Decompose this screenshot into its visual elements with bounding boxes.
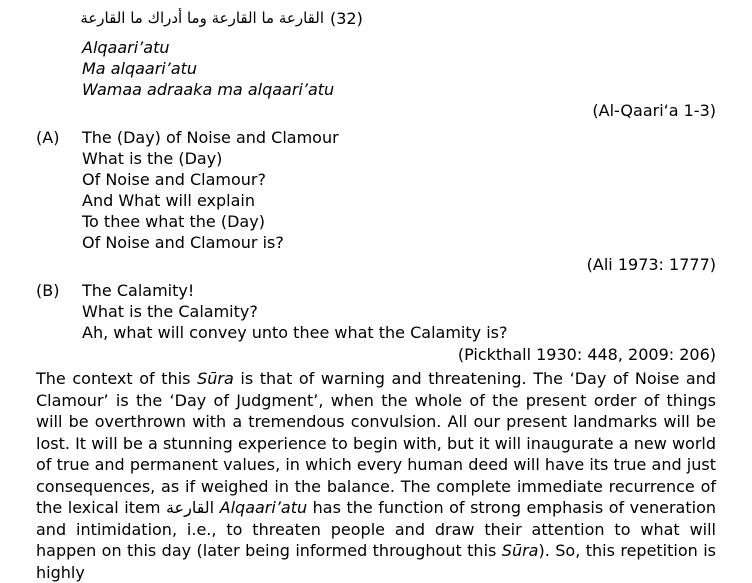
translation-b-line: What is the Calamity? — [82, 302, 258, 321]
source-citation: (Al-Qaari‘a 1-3) — [592, 101, 716, 120]
body-paragraph — [36, 368, 716, 583]
translation-a-line: To thee what the (Day) — [82, 212, 265, 231]
translation-a-line: And What will explain — [82, 191, 255, 210]
transliterated-term: Alqaari’atu — [219, 498, 308, 517]
translation-a-line: What is the (Day) — [82, 149, 223, 168]
transliteration-line: Wamaa adraaka ma alqaari’atu — [82, 80, 335, 99]
paragraph-text: The context of this — [36, 369, 198, 388]
example-number: (32) — [330, 9, 363, 28]
paragraph-text: is that of warning and threatening. The ‘Day of Noise and Clamour’ is the ‘Day of Judgment’, when the whole of the present order of things will be overthrown with a tremendous convulsion. All our present landmarks will be lost. It will be a stunning experience to begin with, but it will inaugurate a new world of true and permanent values, in which every human deed will have its true and just consequences, as if weighed in the balance. The complete immediate recurrence of the lexical item — [36, 369, 716, 517]
transliteration-line: Alqaari’atu — [82, 38, 170, 57]
transliteration-line: Ma alqaari’atu — [82, 59, 198, 78]
translation-a-label: (A) — [36, 128, 60, 147]
sura-term: Sūra — [197, 369, 234, 388]
translation-b-label: (B) — [36, 281, 60, 300]
paragraph-text: ). So, this repetition is highly — [36, 541, 716, 582]
translation-a-line: Of Noise and Clamour? — [82, 170, 266, 189]
translation-b-line: Ah, what will convey unto thee what the Calamity is? — [82, 323, 508, 342]
arabic-verse: القارعة ما القارعة وما أدراك ما القارعة — [80, 9, 324, 27]
translation-b-citation: (Pickthall 1930: 448, 2009: 206) — [457, 345, 716, 364]
translation-a-line: Of Noise and Clamour is? — [82, 233, 284, 252]
arabic-term: القارعة — [165, 498, 215, 517]
translation-a-line: The (Day) of Noise and Clamour — [82, 128, 339, 147]
translation-b-line: The Calamity! — [82, 281, 195, 300]
paragraph-text: has the function of strong emphasis of veneration and intimidation, i.e., to threaten people and draw their attention to what will happen on this day (later being informed throughout this — [36, 498, 716, 560]
sura-term: Sūra — [501, 541, 539, 560]
translation-a-citation: (Ali 1973: 1777) — [586, 255, 716, 274]
